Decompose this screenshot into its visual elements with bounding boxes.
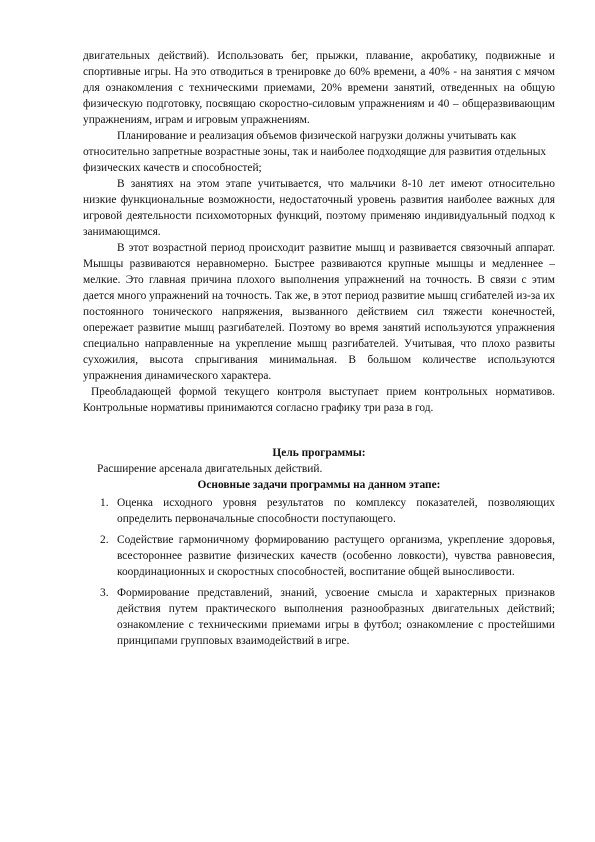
- list-item: [83, 585, 555, 649]
- section-spacer: [83, 416, 555, 445]
- document-body: [83, 48, 555, 649]
- list-item-text: Содействие гармоничному формированию растущего организма, укрепление здоровья, всестороннее развитие физических качеств (особенно ловкости), чувства равновесия, координационных и скоростных способностей, воспитание общей выносливости.: [117, 534, 555, 578]
- tasks-heading: Основные задачи программы на данном этапе:: [197, 479, 441, 491]
- list-item-text: Формирование представлений, знаний, усвоение смысла и характерных признаков действия путем практического выполнения разнообразных двигательных действий; ознакомление с техническими приемами игры в футбол; ознакомление с простейшими принципами групповых взаимодействий в игре.: [117, 587, 555, 647]
- list-item-number: 2.: [100, 534, 109, 546]
- list-item: [83, 495, 555, 527]
- list-item-number: 1.: [100, 497, 109, 509]
- list-item-number: 3.: [100, 587, 109, 599]
- paragraph-motor-actions: двигательных действий). Использовать бег, прыжки, плавание, акробатику, подвижные и спортивные игры. На это отводиться в тренировке до 60% времени, а 40% - на занятия с мячом для ознакомления с техническими приемами, 20% времени занятий, отведенных на общую физическую подготовку, посвящаю скоростно-силовым упражнениям и 40 – общеразвивающим упражнениям, играм и игровым упражнениям.: [83, 50, 555, 126]
- paragraph-age-features: В занятиях на этом этапе учитывается, что мальчики 8-10 лет имеют относительно низкие функциональные возможности, недостаточный уровень развития наиболее важных для игровой деятельности психомоторных функций, поэтому применяю индивидуальный подход к занимающимся.: [83, 178, 555, 238]
- goal-text: Расширение арсенала двигательных действий.: [97, 463, 323, 475]
- list-item-text: Оценка исходного уровня результатов по комплексу показателей, позволяющих определить первоначальные способности поступающего.: [117, 497, 555, 525]
- paragraph-load-planning: Планирование и реализация объемов физической нагрузки должны учитывать как относительно запретные возрастные зоны, так и наиболее подходящие для развития отдельных физических качеств и способностей;: [83, 130, 547, 174]
- tasks-list: [83, 495, 555, 649]
- goal-heading: Цель программы:: [272, 447, 366, 459]
- list-item: [83, 532, 555, 580]
- paragraph-muscle-development: В этот возрастной период происходит развитие мышц и развивается связочный аппарат. Мышцы развиваются неравномерно. Быстрее развиваются крупные мышцы и медленнее – мелкие. Это главная причина плохого выполнения упражнений на точность. В связи с этим дается много упражнений на точность. Так же, в этот период развитие мышц сгибателей из-за их постоянного тонического напряжения, вызванного действием сил тяжести конечностей, опережает развитие мышц разгибателей. Поэтому во время занятий используются упражнения специально направленные на укрепление мышц разгибателей. Учитывая, что плохо развиты сухожилия, высота спрыгивания минимальная. В большом количестве используются упражнения динамического характера.: [83, 242, 555, 382]
- paragraph-control-form: Преобладающей формой текущего контроля выступает прием контрольных нормативов. Контрольные нормативы принимаются согласно графику три раза в год.: [83, 386, 555, 414]
